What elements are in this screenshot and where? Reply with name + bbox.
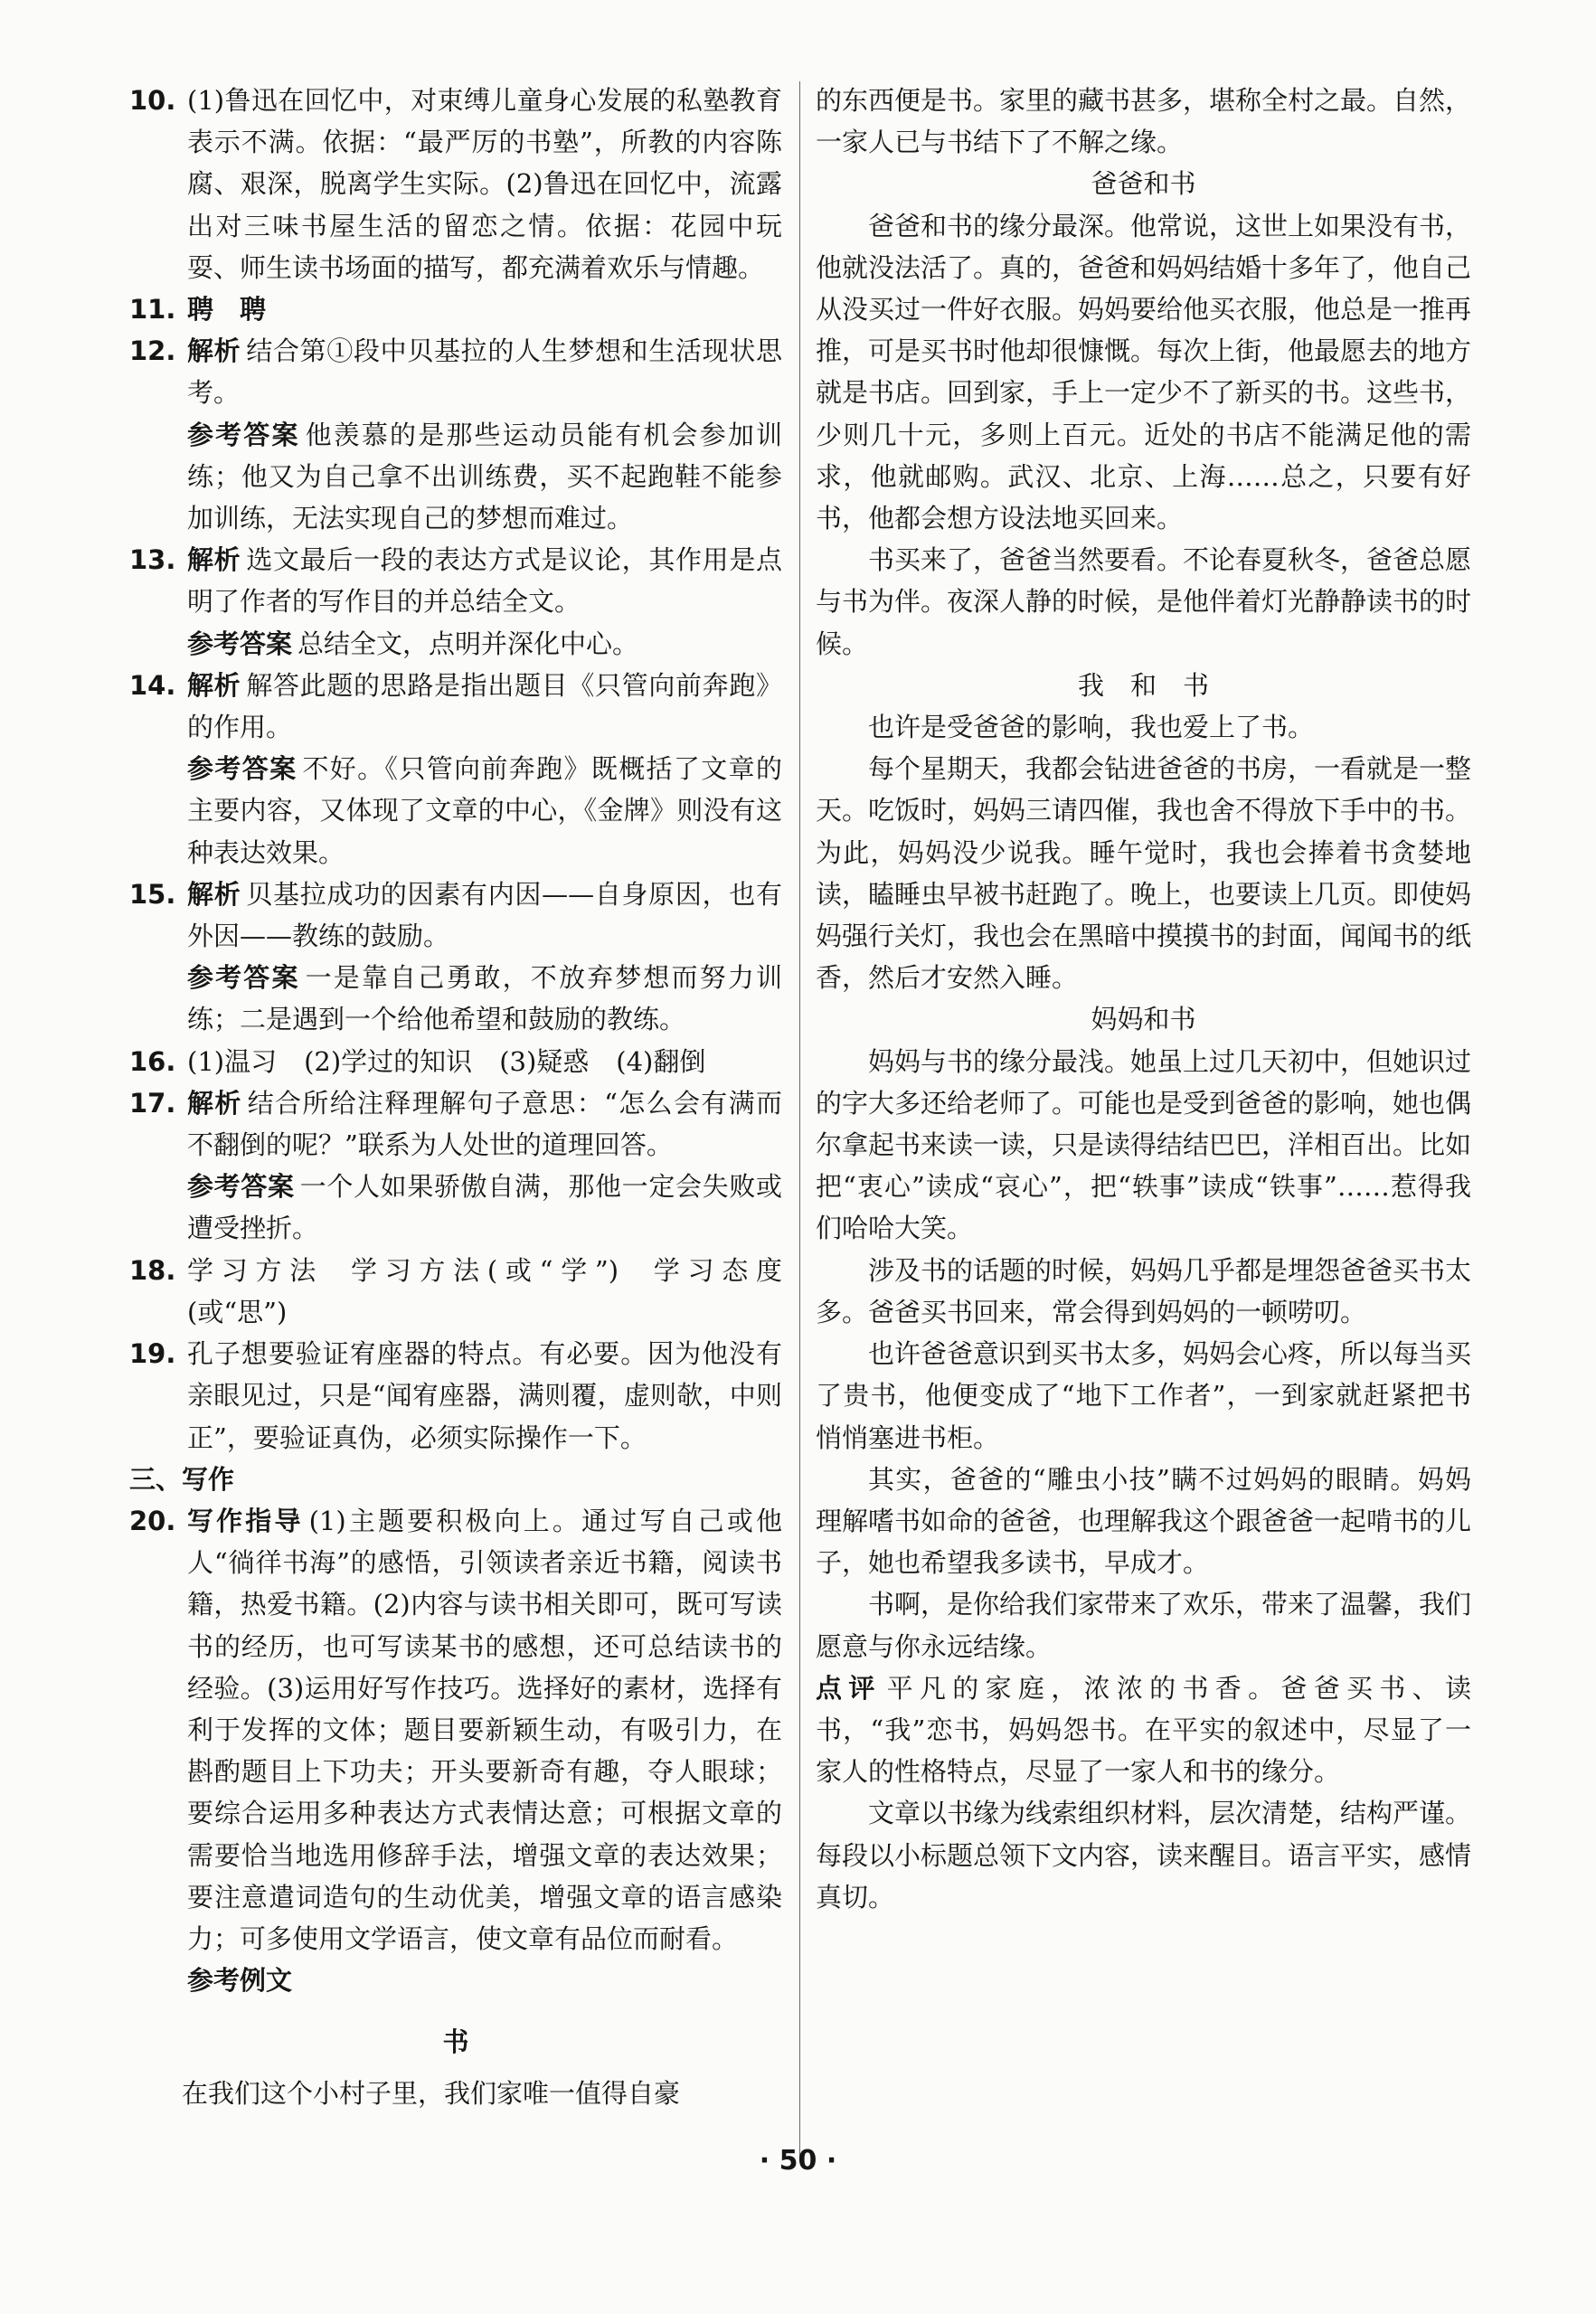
question-number: 17.	[129, 1087, 176, 1119]
answer-item: 学习方法(或“学”)	[350, 1254, 619, 1286]
analysis-text: 选文最后一段的表达方式是议论，其作用是点明了作者的写作目的并总结全文。	[187, 544, 782, 618]
essay-paragraph: 书啊，是你给我们家带来了欢乐，带来了温馨，我们愿意与你永远结缘。	[816, 1589, 1472, 1662]
writing-guide-text: (1)主题要积极向上。通过写自己或他人“徜徉书海”的感悟，引领读者亲近书籍，阅读书籍，热爱书籍。(2)内容与读书相关即可，既可写读书的经历，也可写读某书的感想，还可总结读书的经验。(3)运用好写作技巧。选择好的素材，选择有利于发挥的文体；题目要新颖生动，有吸引力，在斟酌题目上下功夫；开头要新奇有趣，夺人眼球；要综合运用多种表达方式表情达意；可根据文章的需要恰当地选用修辞手法，增强文章的表达效果；要注意遣词造句的生动优美，增强文章的语言感染力；可多使用文学语言，使文章有品位而耐看。	[187, 1505, 782, 1954]
question-number: 16.	[129, 1045, 176, 1077]
commentary-text: 平凡的家庭，浓浓的书香。爸爸买书、读书，“我”恋书，妈妈怨书。在平实的叙述中，尽显了一家人的性格特点，尽显了一家人和书的缘分。	[816, 1672, 1471, 1788]
answer-item: (1)温习	[187, 1045, 278, 1077]
analysis-tag: 解析	[187, 544, 241, 576]
answer-text: (1)鲁迅在回忆中，对束缚儿童身心发展的私塾教育表示不满。依据：“最严厉的书塾”，所教的内容陈腐、艰深，脱离学生实际。(2)鲁迅在回忆中，流露出对三味书屋生活的留恋之情。依据：花园中玩耍、师生读书场面的描写，都充满着欢乐与情趣。	[187, 85, 782, 283]
question-20	[129, 1500, 782, 1960]
question-number: 10.	[129, 85, 176, 116]
commentary	[816, 1667, 1471, 1793]
question-number: 15.	[129, 878, 176, 910]
answer-item: 学习方法	[187, 1254, 324, 1286]
analysis-text: 结合第①段中贝基拉的人生梦想和生活现状思考。	[187, 335, 782, 409]
question-13-answer	[129, 623, 782, 665]
answer-tag: 参考答案	[187, 628, 293, 659]
question-18	[129, 1250, 782, 1333]
column-divider	[799, 81, 800, 2161]
essay-paragraph: 其实，爸爸的“雕虫小技”瞒不过妈妈的眼睛。妈妈理解嗜书如命的爸爸，也理解我这个跟爸爸一起啃书的儿子，她也希望我多读书，早成才。	[816, 1463, 1472, 1579]
sample-essay-label: 参考例文	[187, 1965, 293, 1997]
question-15	[129, 874, 782, 957]
question-19	[129, 1333, 782, 1459]
answer-tag: 参考答案	[187, 962, 300, 994]
question-number: 20.	[129, 1505, 176, 1536]
essay-paragraph: 也许是受爸爸的影响，我也爱上了书。	[868, 712, 1315, 743]
left-column	[129, 80, 782, 2114]
analysis-text: 贝基拉成功的因素有内因——自身原因，也有外因——教练的鼓励。	[187, 878, 782, 952]
commentary-tag: 点评	[816, 1672, 882, 1704]
page-number: · 50 ·	[759, 2145, 837, 2177]
answer-tag: 参考答案	[187, 419, 300, 450]
answer-item: 学习态度(或“思”)	[187, 1254, 782, 1327]
essay-paragraph: 妈妈与书的缘分最浅。她虽上过几天初中，但她识过的字大多还给老师了。可能也是受到爸爸的影响，她也偶尔拿起书来读一读，只是读得结结巴巴，洋相百出。比如把“衷心”读成“哀心”，把“轶事”读成“铁事”……惹得我们哈哈大笑。	[816, 1045, 1472, 1244]
question-11	[129, 288, 782, 330]
question-13	[129, 539, 782, 622]
answer-item: (4)翻倒	[616, 1045, 706, 1077]
essay-paragraph: 书买来了，爸爸当然要看。不论春夏秋冬，爸爸总愿与书为伴。夜深人静的时候，是他伴着灯光静静读书的时候。	[816, 544, 1472, 659]
answer-item: (3)疑惑	[499, 1045, 590, 1077]
question-12	[129, 330, 782, 413]
answer-text: 聘 聘	[187, 294, 267, 326]
essay-paragraph: 也许爸爸意识到买书太多，妈妈会心疼，所以每当买了贵书，他便变成了“地下工作者”，一到家就赶紧把书悄悄塞进书柜。	[816, 1338, 1472, 1453]
answer-tag: 参考答案	[187, 1171, 295, 1203]
question-number: 19.	[129, 1338, 176, 1370]
answer-text: 一个人如果骄傲自满，那他一定会失败或遭受挫折。	[187, 1171, 782, 1244]
analysis-tag: 解析	[187, 669, 241, 701]
essay-title: 书	[442, 2026, 469, 2058]
answer-text: 不好。《只管向前奔跑》既概括了文章的主要内容，又体现了文章的中心，《金牌》则没有这种表达效果。	[187, 753, 782, 868]
subheading-mother: 妈妈和书	[1091, 1004, 1196, 1035]
question-14	[129, 665, 782, 748]
right-column	[816, 80, 1471, 1918]
analysis-tag: 解析	[187, 335, 241, 367]
analysis-tag: 解析	[187, 878, 241, 910]
question-number: 18.	[129, 1254, 176, 1286]
answer-text: 总结全文，点明并深化中心。	[297, 628, 639, 659]
commentary-paragraph: 文章以书缘为线索组织材料，层次清楚，结构严谨。每段以小标题总领下文内容，读来醒目。语言平实，感情真切。	[816, 1798, 1472, 1913]
question-15-answer	[129, 957, 782, 1040]
answer-text: 他羡慕的是那些运动员能有机会参加训练；他又为自己拿不出训练费，买不起跑鞋不能参加训练，无法实现自己的梦想而难过。	[187, 419, 782, 534]
question-17-answer	[129, 1166, 782, 1249]
writing-guide-tag: 写作指导	[187, 1505, 304, 1536]
essay-paragraph: 爸爸和书的缘分最深。他常说，这世上如果没有书，他就没法活了。真的，爸爸和妈妈结婚十多年了，他自己从没买过一件好衣服。妈妈要给他买衣服，他总是一推再推，可是买书时他却很慷慨。每次上街，他最愿去的地方就是书店。回到家，手上一定少不了新买的书。这些书，少则几十元，多则上百元。近处的书店不能满足他的需求，他就邮购。武汉、北京、上海……总之，只要有好书，他都会想方设法地买回来。	[816, 210, 1472, 534]
question-number: 14.	[129, 669, 176, 701]
question-14-answer	[129, 748, 782, 874]
answer-text: 一是靠自己勇敢，不放弃梦想而努力训练；二是遇到一个给他希望和鼓励的教练。	[187, 962, 782, 1035]
answer-text: 孔子想要验证宥座器的特点。有必要。因为他没有亲眼见过，只是“闻宥座器，满则覆，虚则欹，中则正”，要验证真伪，必须实际操作一下。	[187, 1338, 782, 1453]
question-16	[129, 1041, 782, 1082]
question-10	[129, 80, 782, 288]
subheading-me: 我 和 书	[1077, 669, 1209, 701]
answer-tag: 参考答案	[187, 753, 297, 785]
analysis-text: 解答此题的思路是指出题目《只管向前奔跑》的作用。	[187, 669, 782, 743]
essay-intro: 在我们这个小村子里，我们家唯一值得自豪	[182, 2077, 681, 2109]
question-number: 13.	[129, 544, 176, 576]
question-number: 11.	[129, 294, 176, 326]
analysis-tag: 解析	[187, 1087, 242, 1119]
answer-item: (2)学过的知识	[304, 1045, 473, 1077]
analysis-text: 结合所给注释理解句子意思：“怎么会有满而不翻倒的呢？”联系为人处世的道理回答。	[187, 1087, 782, 1161]
question-17	[129, 1082, 782, 1166]
subheading-father: 爸爸和书	[1091, 168, 1196, 200]
essay-paragraph: 涉及书的话题的时候，妈妈几乎都是埋怨爸爸买书太多。爸爸买书回来，常会得到妈妈的一顿唠叨。	[816, 1254, 1472, 1327]
essay-paragraph: 每个星期天，我都会钻进爸爸的书房，一看就是一整天。吃饭时，妈妈三请四催，我也舍不得放下手中的书。为此，妈妈没少说我。睡午觉时，我也会捧着书贪婪地读，瞌睡虫早被书赶跑了。晚上，也要读上几页。即使妈妈强行关灯，我也会在黑暗中摸摸书的封面，闻闻书的纸香，然后才安然入睡。	[816, 753, 1472, 994]
question-number: 12.	[129, 335, 176, 367]
question-12-answer	[129, 414, 782, 540]
essay-intro-continued: 的东西便是书。家里的藏书甚多，堪称全村之最。自然，一家人已与书结下了不解之缘。	[816, 85, 1472, 158]
section-heading-writing: 三、写作	[129, 1463, 235, 1495]
